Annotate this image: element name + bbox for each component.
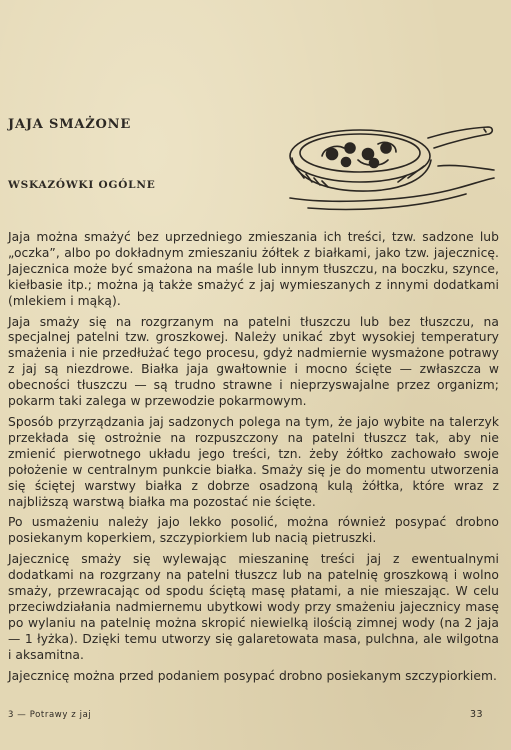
paragraph-3: Sposób przyrządzania jaj sadzonych polega na tym, że jajo wybite na talerzyk przekłada się ostrożnie na rozpuszczony na patelni tłuszcz tak, aby nie zmienić pierwotnego układu jego treści, tzn. żeby żółtko zachowało swoje położenie w centralnym punkcie białka. Smaży się je do momentu utworzenia się ściętej warstwy białka z dobrze osadzoną kulą żółtka, które wraz z najbliższą warstwą białka ma pozostać nie ścięte. [8, 414, 499, 509]
page-number: 33 [470, 709, 484, 720]
paragraph-2: Jaja smaży się na rozgrzanym na patelni tłuszczu lub bez tłuszczu, na specjalnej patelni tzw. groszkowej. Należy unikać zbyt wysokiej temperatury smażenia i nie przedłużać tego procesu, gdyż nadmiernie wysmażone potrawy z jaj są niezdrowe. Białka jaja gwałtownie i mocno ścięte — zwłaszcza w obecności tłuszczu — są trudno strawne i nieprzyswajalne przez organizm; pokarm taki zalega w przewodzie pokarmowym. [8, 314, 499, 409]
paragraph-4: Po usmażeniu należy jajo lekko posolić, można również posypać drobno posiekanym koperkiem, szczypiorkiem lub nacią pietruszki. [8, 515, 499, 546]
paragraph-5: Jajecznicę smaży się wylewając mieszaninę treści jaj z ewentualnymi dodatkami na rozgrzany na patelni tłuszcz lub na patelnię groszkową i wolno smaży, przewracając od spodu ściętą masę płatami, a nie mieszając. W celu przeciwdziałania nadmiernemu ubytkowi wody przy smażeniu jajecznicy masę po wylaniu na patelnię można skropić niewielką ilością zimnej wody (na 2 jaja — 1 łyżka). Dzięki temu utworzy się galaretowata masa, pulchna, ale wilgotna i aksamitna. [8, 552, 499, 662]
article-body [8, 230, 499, 689]
paragraph-1: Jaja można smażyć bez uprzedniego zmieszania ich treści, tzw. sadzone lub „oczka”, albo po dokładnym zmieszaniu żółtek z białkami, jako tzw. jajecznicę. Jajecznica może być smażona na maśle lub innym tłuszczu, na boczku, szynce, kiełbasie itp.; można ją także smażyć z jaj wymieszanych z innymi dodatkami (mlekiem i mąką). [8, 230, 499, 308]
section-subtitle: WSKAZÓWKI OGÓLNE [8, 179, 156, 191]
paragraph-6: Jajecznicę można przed podaniem posypać drobno posiekanym szczypiorkiem. [8, 668, 497, 683]
frying-pan-eggs-icon [288, 108, 498, 216]
page-title: JAJA SMAŻONE [8, 117, 132, 132]
footer-section-label: 3 — Potrawy z jaj [8, 710, 92, 720]
